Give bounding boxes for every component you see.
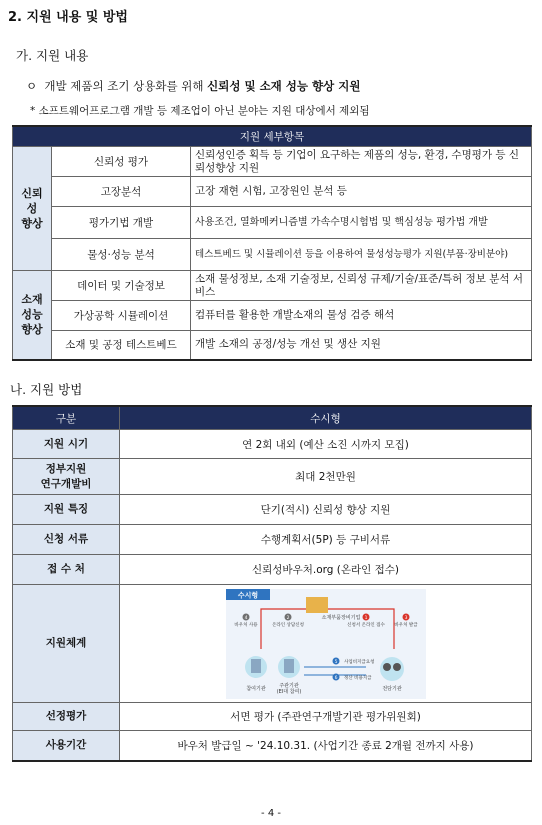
item-cell: 소재 및 공정 테스트베드 xyxy=(52,331,191,360)
desc-cell: 소재 물성정보, 소재 기술정보, 신뢰성 규제/기술/표준/특허 정보 분석 서비스 xyxy=(191,271,532,301)
row-value: 수행계획서(5P) 등 구비서류 xyxy=(120,525,532,555)
row-label: 지원 시기 xyxy=(13,430,120,459)
row-value: 바우처 발급일 ~ '24.10.31. (사업기간 종료 2개월 전까지 사용) xyxy=(120,731,532,761)
row-label-text: 정부지원 연구개발비 xyxy=(40,462,92,490)
item-cell: 데이터 및 기술정보 xyxy=(52,271,191,301)
row-label: 신청 서류 xyxy=(13,525,120,555)
page-number: - 4 - xyxy=(261,808,281,819)
desc-cell: 개발 소재의 공정/성능 개선 및 생산 지원 xyxy=(191,331,532,360)
step-number: 1 xyxy=(364,615,367,621)
item-cell: 물성·성능 분석 xyxy=(52,239,191,271)
participant-building-icon xyxy=(251,659,261,673)
step-number: 3 xyxy=(404,615,407,621)
group-label: 신뢰성 향상 xyxy=(21,187,43,230)
row-value: 연 2회 내외 (예산 소진 시까지 모집) xyxy=(120,430,532,459)
row-label: 지원체계 xyxy=(13,585,120,703)
support-system-diagram xyxy=(226,589,426,699)
desc-cell: 사용조건, 열화메커니즘별 가속수명시험법 및 핵심성능 평가법 개발 xyxy=(191,207,532,239)
step-label: 바우처 발급 xyxy=(393,622,418,628)
lead-building-icon xyxy=(284,659,294,673)
node-lead: 주관기관 (EI대 참여) xyxy=(276,682,301,695)
desc-cell: 컴퓨터를 활용한 개발소재의 물성 검증 해석 xyxy=(191,301,532,331)
bullet-text: 개발 제품의 조기 상용화를 위해 xyxy=(44,79,204,93)
subsection-title-a: 가. 지원 내용 xyxy=(16,48,89,63)
item-cell: 신뢰성 평가 xyxy=(52,147,191,177)
group-label: 소재 성능 향상 xyxy=(21,293,43,337)
desc-cell: 신뢰성인증 획득 등 기업이 요구하는 제품의 성능, 환경, 수명평가 등 신뢰성향상 지원 xyxy=(191,147,532,177)
step-label: 바우처 사용 xyxy=(233,622,258,628)
row-label: 사용기간 xyxy=(13,731,120,761)
support-method-table xyxy=(12,405,532,762)
row-value: 최대 2천만원 xyxy=(120,459,532,495)
subsection-title-b: 나. 지원 방법 xyxy=(10,382,83,397)
row-label: 선정평가 xyxy=(13,703,120,731)
section-title: 2. 지원 내용 및 방법 xyxy=(8,10,128,25)
bullet-marker: ㅇ xyxy=(26,79,38,93)
step-label: 온라인 상담신청 xyxy=(271,622,304,628)
row-value: 신뢰성바우처.org (온라인 접수) xyxy=(120,555,532,585)
bullet-bold-text: 신뢰성 및 소재 성능 향상 지원 xyxy=(207,79,361,93)
row-label: 지원 특징 xyxy=(13,495,120,525)
group-material xyxy=(13,271,52,360)
support-items-table xyxy=(12,125,532,361)
row-label: 접 수 처 xyxy=(13,555,120,585)
group-reliability xyxy=(13,147,52,271)
row-value: 서면 평가 (주관연구개발기관 평가위원회) xyxy=(120,703,532,731)
person-icon xyxy=(393,663,401,671)
item-cell: 평가기법 개발 xyxy=(52,207,191,239)
desc-cell: 테스트베드 및 시뮬레이션 등을 이용하여 물성성능평가 지원(부품·장비분야) xyxy=(191,239,532,271)
node-company: 소재부품장비기업 xyxy=(321,614,360,621)
step-number: 2 xyxy=(286,615,289,621)
row-label xyxy=(13,459,120,495)
table-header: 지원 세부항목 xyxy=(13,126,532,147)
step-label: 정산 비용지급 xyxy=(343,675,372,681)
diagram-title: 수시형 xyxy=(237,591,258,599)
head-type: 수시형 xyxy=(120,406,532,430)
person-icon xyxy=(383,663,391,671)
node-participant: 참여기관 xyxy=(245,685,266,692)
step-label: 사업비지급요청 xyxy=(343,659,374,665)
step-label: 신청서 온라인 접수 xyxy=(346,622,385,628)
node-agency: 전담기관 xyxy=(381,685,402,692)
desc-cell: 고장 재현 시험, 고장원인 분석 등 xyxy=(191,177,532,207)
step-number: 5 xyxy=(334,659,337,665)
bullet-line xyxy=(26,78,360,94)
item-cell: 가상공학 시뮬레이션 xyxy=(52,301,191,331)
step-number: 4 xyxy=(244,615,247,621)
step-number: 6 xyxy=(334,675,337,681)
exclusion-note: * 소프트웨어프로그램 개발 등 제조업이 아닌 분야는 지원 대상에서 제외됨 xyxy=(30,105,370,117)
head-category: 구분 xyxy=(13,406,120,430)
company-building-icon xyxy=(306,597,328,613)
item-cell: 고장분석 xyxy=(52,177,191,207)
support-system-cell xyxy=(120,585,532,703)
row-value: 단기(적시) 신뢰성 향상 지원 xyxy=(120,495,532,525)
